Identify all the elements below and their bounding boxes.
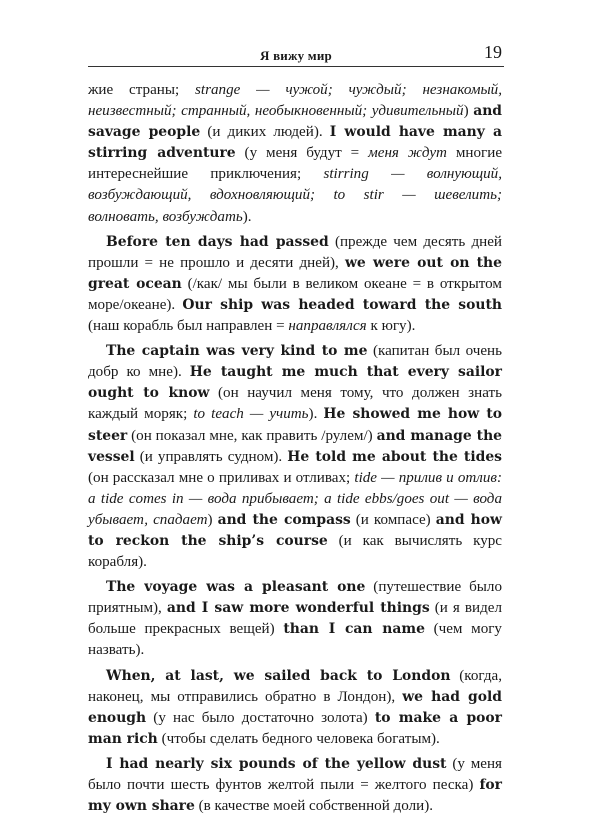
paragraph <box>88 666 502 750</box>
english-phrase: and savage people <box>88 103 502 141</box>
english-phrase: The voyage was a pleasant one <box>106 579 366 596</box>
english-phrase: He showed me how to steer <box>88 406 503 444</box>
translation-text: (и управлять судном). <box>134 448 288 465</box>
english-phrase: He taught me much that every sailor ought to know <box>88 364 502 402</box>
page-header <box>88 44 504 64</box>
vocabulary-note: stirring — волнующий, возбуждающий, вдохновляющий; to stir — шевелить; волновать, возбуждать <box>88 166 502 225</box>
translation-text: (в качестве моей собственной доли). <box>194 798 433 815</box>
paragraph <box>88 80 502 228</box>
header-rule <box>88 66 504 67</box>
english-phrase: and I saw more wonderful things <box>166 600 430 617</box>
translation-text: (он показал мне, как править /рулем/) <box>127 427 377 444</box>
english-phrase: and manage the vessel <box>88 427 503 465</box>
vocabulary-note: tide — прилив и отлив: a tide comes in — вода прибывает; a tide ebbs/goes out — вода убывает, спадает <box>88 469 502 528</box>
english-phrase: Before ten days had passed <box>106 233 329 250</box>
translation-text: многие интереснейшие приключения; <box>88 145 503 183</box>
translation-text: (чтобы сделать бедного человека богатым). <box>157 730 440 747</box>
vocabulary-note: to teach — учить <box>193 406 309 423</box>
english-phrase: and the compass <box>217 511 351 528</box>
paragraph <box>88 754 502 817</box>
translation-text: ). <box>242 208 252 225</box>
english-phrase: Our ship was headed toward the south <box>182 296 502 313</box>
vocabulary-note: меня ждут <box>368 145 447 162</box>
english-phrase: than I can name <box>283 621 425 638</box>
paragraph <box>88 341 502 573</box>
translation-text: (капитан был очень добр ко мне). <box>88 343 502 381</box>
translation-text: (и компасе) <box>350 511 436 528</box>
translation-text: (у меня будут = <box>235 145 369 162</box>
translation-text: (он научил меня тому, что должен знать каждый моряк; <box>88 385 502 423</box>
translation-text: (у меня было почти шесть фунтов желтой пыли = желтого песка) <box>88 755 502 793</box>
translation-text: (/как/ мы были в великом океане = в открытом море/океане). <box>88 275 502 313</box>
english-phrase: When, at last, we sailed back to London <box>106 667 451 684</box>
english-phrase: we were out on the great ocean <box>88 254 502 292</box>
translation-text: (и диких людей). <box>200 124 330 141</box>
english-phrase: I had nearly six pounds of the yellow dust <box>106 755 447 772</box>
english-phrase: I would have many a stirring adventure <box>88 124 503 162</box>
paragraph <box>88 232 502 337</box>
body-text <box>88 80 502 821</box>
translation-text: ). <box>308 406 324 423</box>
translation-text: ) <box>463 103 474 120</box>
english-phrase: He told me about the tides <box>287 448 502 465</box>
translation-text: (и как вычислять курс корабля). <box>88 532 502 571</box>
translation-text: к югу). <box>366 318 416 335</box>
vocabulary-note: направлялся <box>288 318 367 335</box>
english-phrase: and how to reckon the ship’s course <box>88 511 502 549</box>
translation-text: (и я видел больше прекрасных вещей) <box>88 600 502 638</box>
translation-text: ) <box>207 511 218 528</box>
translation-text: (когда, наконец, мы отправились обратно в Лондон), <box>88 667 502 705</box>
english-phrase: we had gold enough <box>88 688 502 726</box>
translation-text: жие страны; <box>88 82 196 98</box>
page-number: 19 <box>484 42 502 62</box>
translation-text: (чем могу назвать). <box>88 621 502 659</box>
vocabulary-note: strange — чужой; чуждый; незнакомый, неизвестный; странный, необыкновенный; удивительный <box>88 82 502 120</box>
running-head: Я вижу мир <box>260 48 332 63</box>
english-phrase: to make a poor man rich <box>88 709 502 747</box>
english-phrase: for my own share <box>88 777 502 815</box>
english-phrase: The captain was very kind to me <box>106 343 368 360</box>
translation-text: (наш корабль был направлен = <box>88 318 289 335</box>
translation-text: (прежде чем десять дней прошли = не прошло и десяти дней), <box>88 233 502 271</box>
translation-text: (путешествие было приятным), <box>88 579 502 617</box>
translation-text: (у нас было достаточно золота) <box>146 709 375 726</box>
paragraph <box>88 577 502 661</box>
translation-text: (он рассказал мне о приливах и отливах; <box>88 469 355 486</box>
